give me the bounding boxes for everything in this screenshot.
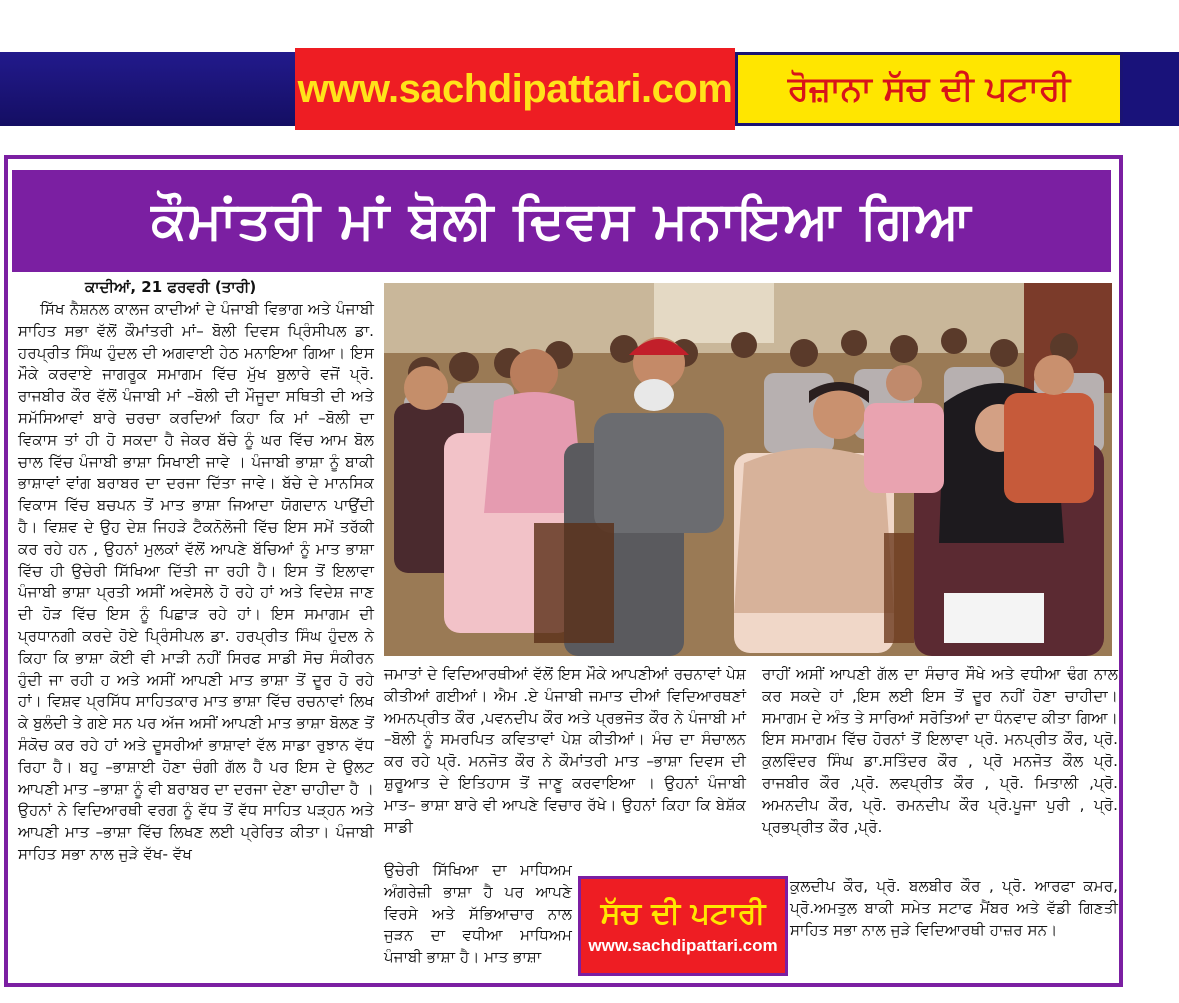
logo-title: ਸੱਚ ਦੀ ਪਟਾਰੀ <box>600 896 766 931</box>
newspaper-name: ਰੋਜ਼ਾਨਾ ਸੱਚ ਦੀ ਪਟਾਰੀ <box>787 69 1071 109</box>
dateline: ਕਾਦੀਆਂ, 21 ਫਰਵਰੀ (ਤਾਰੀ) <box>85 278 257 296</box>
article-column-3: ਰਾਹੀਂ ਅਸੀਂ ਆਪਣੀ ਗੱਲ ਦਾ ਸੰਚਾਰ ਸੌਖੇ ਅਤੇ ਵਧੀਆ ਢੰਗ ਨਾਲ ਕਰ ਸਕਦੇ ਹਾਂ ,ਇਸ ਲਈ ਇਸ ਤੋਂ ਦੂਰ ਨਹੀਂ ਹੋਣਾ ਚਾਹੀਦਾ। ਸਮਾਗਮ ਦੇ ਅੰਤ ਤੇ ਸਾਰਿਆਂ ਸਰੋਤਿਆਂ ਦਾ ਧੰਨਵਾਦ ਕੀਤਾ ਗਿਆ। ਇਸ ਸਮਾਗਮ ਵਿੱਚ ਹੋਰਨਾਂ ਤੋਂ ਇਲਾਵਾ ਪ੍ਰੋ. ਮਨਪ੍ਰੀਤ ਕੌਰ, ਪ੍ਰੋ. ਕੁਲਵਿੰਦਰ ਸਿੰਘ ਡਾ.ਸਤਿੰਦਰ ਕੌਰ , ਪ੍ਰੋ ਮਨਜੋਤ ਕੌਲ ਪ੍ਰੋ. ਰਾਜਬੀਰ ਕੌਰ ,ਪ੍ਰੋ. ਲਵਪ੍ਰੀਤ ਕੌਰ , ਪ੍ਰੋ. ਮਿਤਾਲੀ ,ਪ੍ਰੋ. ਅਮਨਦੀਪ ਕੌਰ, ਪ੍ਰੋ. ਰਮਨਦੀਪ ਕੌਰ ਪ੍ਰੋ.ਪੂਜਾ ਪੁਰੀ , ਪ੍ਰੋ. ਪ੍ਰਭਪ੍ਰੀਤ ਕੌਰ ,ਪ੍ਰੋ. <box>762 665 1118 836</box>
website-banner[interactable] <box>295 48 735 130</box>
headline-bar <box>12 170 1111 272</box>
article-column-1: ਸਿੱਖ ਨੈਸ਼ਨਲ ਕਾਲਜ ਕਾਦੀਆਂ ਦੇ ਪੰਜਾਬੀ ਵਿਭਾਗ ਅਤੇ ਪੰਜਾਬੀ ਸਾਹਿਤ ਸਭਾ ਵੱਲੋਂ ਕੌਮਾਂਤਰੀ ਮਾਂ– ਬੋਲੀ ਦਿਵਸ ਪ੍ਰਿੰਸੀਪਲ ਡਾ. ਹਰਪ੍ਰੀਤ ਸਿੰਘ ਹੁੰਦਲ ਦੀ ਅਗਵਾਈ ਹੇਠ ਮਨਾਇਆ ਗਿਆ। ਇਸ ਮੌਕੇ ਕਰਵਾਏ ਜਾਗਰੂਕ ਸਮਾਗਮ ਵਿੱਚ ਮੁੱਖ ਬੁਲਾਰੇ ਵਜੋਂ ਪ੍ਰੋ. ਰਾਜਬੀਰ ਕੌਰ ਵੱਲੋਂ ਪੰਜਾਬੀ ਮਾਂ –ਬੋਲੀ ਦੀ ਮੌਜੂਦਾ ਸਥਿਤੀ ਦੀ ਅਤੇ ਸਮੱਸਿਆਵਾਂ ਬਾਰੇ ਚਰਚਾ ਕਰਦਿਆਂ ਕਿਹਾ ਕਿ ਮਾਂ –ਬੋਲੀ ਦਾ ਵਿਕਾਸ ਤਾਂ ਹੀ ਹੋ ਸਕਦਾ ਹੈ ਜੇਕਰ ਬੱਚੇ ਨੂੰ ਘਰ ਵਿੱਚ ਆਮ ਬੋਲ ਚਾਲ ਵਿੱਚ ਪੰਜਾਬੀ ਭਾਸ਼ਾ ਸਿਖਾਈ ਜਾਵੇ । ਪੰਜਾਬੀ ਭਾਸ਼ਾ ਨੂੰ ਬਾਕੀ ਭਾਸ਼ਾਵਾਂ ਵਾਂਗ ਬਰਾਬਰ ਦਾ ਦਰਜਾ ਦਿੱਤਾ ਜਾਵੇ। ਬੱਚੇ ਦੇ ਮਾਨਸਿਕ ਵਿਕਾਸ ਵਿੱਚ ਬਚਪਨ ਤੋਂ ਮਾਤ ਭਾਸ਼ਾ ਜਿਆਦਾ ਯੋਗਦਾਨ ਪਾਉਂਦੀ ਹੈ। ਵਿਸ਼ਵ ਦੇ ਉਹ ਦੇਸ਼ ਜਿਹੜੇ ਟੈਕਨੋਲੋਜੀ ਵਿੱਚ ਇਸ ਸਮੇਂ ਤਰੱਕੀ ਕਰ ਰਹੇ ਹਨ , ਉਹਨਾਂ ਮੁਲਕਾਂ ਵੱਲੋਂ ਆਪਣੇ ਬੱਚਿਆਂ ਨੂੰ ਮਾਤ ਭਾਸ਼ਾ ਵਿੱਚ ਹੀ ਉਚੇਰੀ ਸਿੱਖਿਆ ਦਿੱਤੀ ਜਾ ਰਹੀ ਹੈ। ਇਸ ਤੋਂ ਇਲਾਵਾ ਪੰਜਾਬੀ ਭਾਸ਼ਾ ਪ੍ਰਤੀ ਅਸੀਂ ਅਵੇਸਲੇ ਹੋ ਰਹੇ ਹਾਂ ਅਤੇ ਵਿਦੇਸ਼ ਜਾਣ ਦੀ ਹੋੜ ਵਿੱਚ ਇਸ ਨੂੰ ਪਿਛਾੜ ਰਹੇ ਹਾਂ। ਇਸ ਸਮਾਗਮ ਦੀ ਪ੍ਰਧਾਨਗੀ ਕਰਦੇ ਹੋਏ ਪ੍ਰਿੰਸੀਪਲ ਡਾ. ਹਰਪ੍ਰੀਤ ਸਿੰਘ ਹੁੰਦਲ ਨੇ ਕਿਹਾ ਕਿ ਭਾਸ਼ਾ ਕੋਈ ਵੀ ਮਾੜੀ ਨਹੀਂ ਸਿਰਫ ਸਾਡੀ ਸੋਚ ਸੰਕੀਰਨ ਹੁੰਦੀ ਜਾ ਰਹੀ ਹ ਅਤੇ ਅਸੀਂ ਆਪਣੀ ਮਾਤ ਭਾਸ਼ਾ ਤੋਂ ਦੂਰ ਹੋ ਰਹੇ ਹਾਂ। ਵਿਸ਼ਵ ਪ੍ਰਸਿੱਧ ਸਾਹਿਤਕਾਰ ਮਾਤ ਭਾਸ਼ਾ ਵਿੱਚ ਰਚਨਾਵਾਂ ਲਿਖ ਕੇ ਬੁਲੰਦੀ ਤੇ ਗਏ ਸਨ ਪਰ ਅੱਜ ਅਸੀਂ ਆਪਣੀ ਮਾਤ ਭਾਸ਼ਾ ਬੋਲਣ ਤੋਂ ਸੰਕੋਚ ਕਰ ਰਹੇ ਹਾਂ ਅਤੇ ਦੂਸਰੀਆਂ ਭਾਸ਼ਾਵਾਂ ਵੱਲ ਸਾਡਾ ਰੁਝਾਨ ਵੱਧ ਰਿਹਾ ਹੈ। ਬਹੁ –ਭਾਸ਼ਾਈ ਹੋਣਾ ਚੰਗੀ ਗੱਲ ਹੈ ਪਰ ਇਸ ਦੇ ਉਲਟ ਆਪਣੀ ਮਾਤ –ਭਾਸ਼ਾ ਨੂੰ ਵੀ ਬਰਾਬਰ ਦਾ ਦਰਜਾ ਦੇਣਾ ਚਾਹੀਦਾ ਹੈ । ਉਹਨਾਂ ਨੇ ਵਿਦਿਆਰਥੀ ਵਰਗ ਨੂੰ ਵੱਧ ਤੋਂ ਵੱਧ ਸਾਹਿਤ ਪੜ੍ਹਨ ਅਤੇ ਆਪਣੀ ਮਾਤ –ਭਾਸ਼ਾ ਵਿੱਚ ਲਿਖਣ ਲਈ ਪ੍ਰੇਰਿਤ ਕੀਤਾ। ਪੰਜਾਬੀ ਸਾਹਿਤ ਸਭਾ ਨਾਲ ਜੁੜੇ ਵੱਖ- ਵੱਖ <box>18 300 374 863</box>
website-url[interactable]: www.sachdipattari.com <box>297 66 733 111</box>
event-photo <box>384 283 1112 656</box>
article-column-2-continued: ਉਚੇਰੀ ਸਿੱਖਿਆ ਦਾ ਮਾਧਿਅਮ ਅੰਗਰੇਜ਼ੀ ਭਾਸ਼ਾ ਹੈ ਪਰ ਆਪਣੇ ਵਿਰਸੇ ਅਤੇ ਸੱਭਿਆਚਾਰ ਨਾਲ ਜੁੜਨ ਦਾ ਵਧੀਆ ਮਾਧਿਅਮ ਪੰਜਾਬੀ ਭਾਸ਼ਾ ਹੈ। ਮਾਤ ਭਾਸ਼ਾ <box>384 861 572 967</box>
headline: ਕੌਮਾਂਤਰੀ ਮਾਂ ਬੋਲੀ ਦਿਵਸ ਮਨਾਇਆ ਗਿਆ <box>151 190 972 251</box>
newspaper-logo[interactable] <box>578 876 788 976</box>
top-bar-left-stripe <box>0 52 295 126</box>
newspaper-name-banner <box>735 52 1123 126</box>
article-column-2: ਜਮਾਤਾਂ ਦੇ ਵਿਦਿਆਰਥੀਆਂ ਵੱਲੋਂ ਇਸ ਮੌਕੇ ਆਪਣੀਆਂ ਰਚਨਾਵਾਂ ਪੇਸ਼ ਕੀਤੀਆਂ ਗਈਆਂ। ਐਮ .ਏ ਪੰਜਾਬੀ ਜਮਾਤ ਦੀਆਂ ਵਿਦਿਆਰਥਣਾਂ ਅਮਨਪ੍ਰੀਤ ਕੌਰ ,ਪਵਨਦੀਪ ਕੌਰ ਅਤੇ ਪ੍ਰਭਜੋਤ ਕੌਰ ਨੇ ਪੰਜਾਬੀ ਮਾਂ –ਬੋਲੀ ਨੂੰ ਸਮਰਪਿਤ ਕਵਿਤਾਵਾਂ ਪੇਸ਼ ਕੀਤੀਆਂ। ਮੰਚ ਦਾ ਸੰਚਾਲਨ ਕਰ ਰਹੇ ਪ੍ਰੋ. ਮਨਜੋਤ ਕੌਰ ਨੇ ਕੌਮਾਂਤਰੀ ਮਾਤ –ਭਾਸ਼ਾ ਦਿਵਸ ਦੀ ਸ਼ੁਰੂਆਤ ਦੇ ਇਤਿਹਾਸ ਤੋਂ ਜਾਣੂ ਕਰਵਾਇਆ । ਉਹਨਾਂ ਪੰਜਾਬੀ ਮਾਤ– ਭਾਸ਼ਾ ਬਾਰੇ ਵੀ ਆਪਣੇ ਵਿਚਾਰ ਰੱਖੇ। ਉਹਨਾਂ ਕਿਹਾ ਕਿ ਬੇਸ਼ੱਕ ਸਾਡੀ <box>384 665 746 836</box>
event-photo-illustration <box>384 283 1112 656</box>
article-column-3-continued: ਕੁਲਦੀਪ ਕੌਰ, ਪ੍ਰੋ. ਬਲਬੀਰ ਕੌਰ , ਪ੍ਰੋ. ਆਰਫਾ ਕਮਰ, ਪ੍ਰੋ.ਅਮਤੁਲ ਬਾਕੀ ਸਮੇਤ ਸਟਾਫ ਮੈਂਬਰ ਅਤੇ ਵੱਡੀ ਗਿਣਤੀ ਸਾਹਿਤ ਸਭਾ ਨਾਲ ਜੁੜੇ ਵਿਦਿਆਰਥੀ ਹਾਜ਼ਰ ਸਨ। <box>790 877 1118 939</box>
logo-url[interactable]: www.sachdipattari.com <box>588 936 778 955</box>
